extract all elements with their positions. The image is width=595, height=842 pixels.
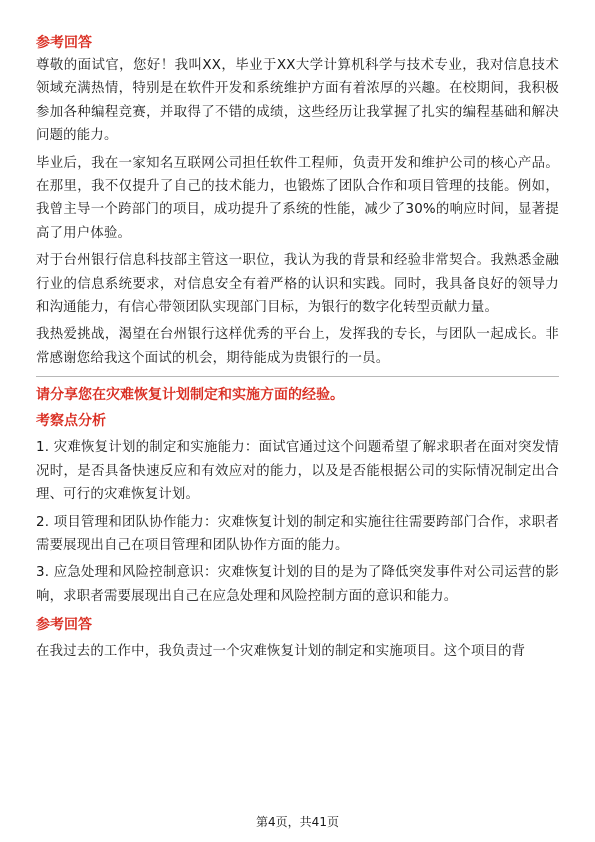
reference-answer-heading: 参考回答	[36, 35, 92, 51]
reference-answer-heading-2: 参考回答	[36, 617, 92, 634]
answer-paragraph-2: 毕业后，我在一家知名互联网公司担任软件工程师，负责开发和维护公司的核心产品。在那里，我不仅提升了自己的技术能力，也锻炼了团队合作和项目管理的技能。例如，我曾主导一个跨部门的项目，成功提升了系统的性能，减少了30%的响应时间，显著提高了用户体验。	[36, 155, 559, 241]
page-content	[36, 32, 559, 664]
analysis-item-1: 1. 灾难恢复计划的制定和实施能力：面试官通过这个问题希望了解求职者在面对突发情况时，是否具备快速反应和有效应对的能力，以及是否能根据公司的实际情况制定出合理、可行的灾难恢复计划。	[36, 440, 559, 503]
analysis-item-3: 3. 应急处理和风险控制意识：灾难恢复计划的目的是为了降低突发事件对公司运营的影响，求职者需要展现出自己在应急处理和风险控制方面的意识和能力。	[36, 565, 559, 604]
analysis-heading: 考察点分析	[36, 413, 106, 430]
page-number: 第4页，共41页	[256, 815, 339, 829]
interview-question: 请分享您在灾难恢复计划制定和实施方面的经验。	[36, 387, 344, 404]
answer2-paragraph-1: 在我过去的工作中，我负责过一个灾难恢复计划的制定和实施项目。这个项目的背	[36, 644, 526, 660]
answer-paragraph-1: 尊敬的面试官，您好！我叫XX，毕业于XX大学计算机科学与技术专业，我对信息技术领域充满热情，特别是在软件开发和系统维护方面有着浓厚的兴趣。在校期间，我积极参加各种编程竞赛，并取得了不错的成绩，这些经历让我掌握了扎实的编程基础和解决问题的能力。	[36, 58, 559, 144]
answer-paragraph-3: 对于台州银行信息科技部主管这一职位，我认为我的背景和经验非常契合。我熟悉金融行业的信息系统要求，对信息安全有着严格的认识和实践。同时，我具备良好的领导力和沟通能力，有信心带领团队实现部门目标，为银行的数字化转型贡献力量。	[36, 253, 559, 316]
analysis-item-2: 2. 项目管理和团队协作能力：灾难恢复计划的制定和实施往往需要跨部门合作，求职者需要展现出自己在项目管理和团队协作方面的能力。	[36, 514, 559, 553]
answer-paragraph-4: 我热爱挑战，渴望在台州银行这样优秀的平台上，发挥我的专长，与团队一起成长。非常感谢您给我这个面试的机会，期待能成为贵银行的一员。	[36, 327, 559, 366]
section-divider	[36, 376, 559, 377]
